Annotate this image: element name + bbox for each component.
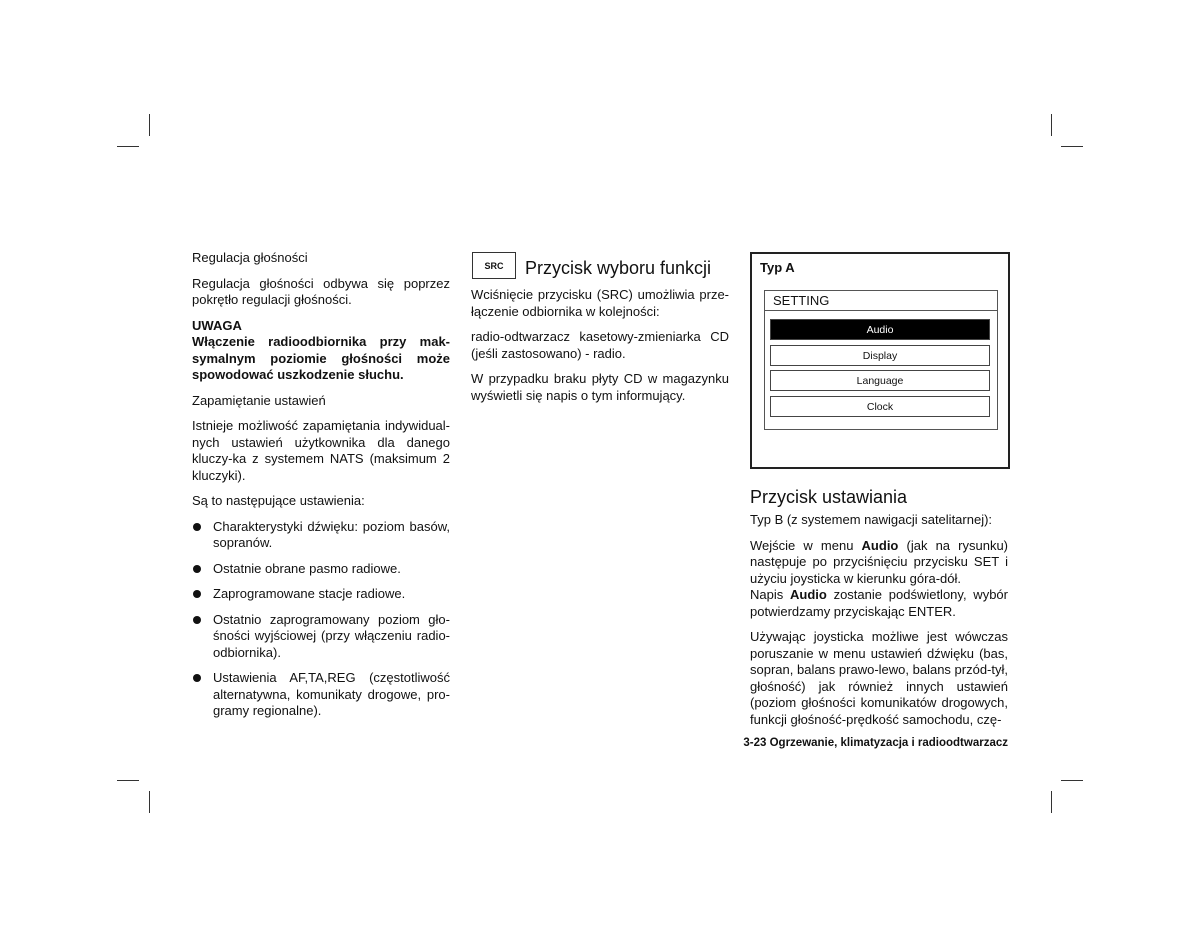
src-paragraph-1: Wciśnięcie przycisku (SRC) umożliwia prze-łączenie odbiornika w kolejności: <box>471 287 729 319</box>
volume-title: Regulacja głośności <box>192 250 308 265</box>
right-column <box>750 512 1008 737</box>
settings-figure <box>750 252 1010 469</box>
menu-item-language: Language <box>770 370 990 391</box>
src-paragraph-2: radio-odtwarzacz kasetowy-zmieniarka CD (jeśli zastosowano) - radio. <box>471 329 729 361</box>
crop-mark-tl-h <box>117 146 139 147</box>
display-screen <box>764 290 998 430</box>
crop-mark-br-v <box>1051 791 1052 813</box>
menu-item-display: Display <box>770 345 990 366</box>
left-column <box>192 250 450 729</box>
list-item: Ustawienia AF,TA,REG (częstotliwość alternatywna, komunikaty drogowe, pro-gramy regionalne). <box>192 670 450 720</box>
src-heading: Przycisk wyboru funkcji <box>525 258 712 278</box>
set-paragraph-3: Używając joysticka możliwe jest wówczas poruszanie w menu ustawień dźwięku (bas, sopran, balans prawo-lewo, balans przód-tył, głośność) jak również innych ustawień (poziom głośności komunikatów drogowych, funkcji głośność-prędkość samochodu, czę- <box>750 629 1008 727</box>
settings-list <box>192 519 450 720</box>
page-footer: 3-23 Ogrzewanie, klimatyzacja i radioodtwarzacz <box>743 737 1008 749</box>
crop-mark-br-h <box>1061 780 1083 781</box>
warning-label: UWAGA <box>192 317 242 333</box>
volume-text: Regulacja głośności odbywa się poprzez pokrętło regulacji głośności. <box>192 275 450 307</box>
bullet-icon <box>193 565 201 573</box>
bullet-icon <box>193 523 201 531</box>
bullet-icon <box>193 674 201 682</box>
crop-mark-bl-v <box>149 791 150 813</box>
warning-text: Włączenie radioodbiornika przy mak-symalnym poziomie głośności może spowodować uszkodzenie słuchu. <box>192 334 450 382</box>
crop-mark-tl-v <box>149 114 150 136</box>
set-heading: Przycisk ustawiania <box>750 487 908 507</box>
memory-title: Zapamiętanie ustawień <box>192 392 326 408</box>
list-item: Charakterystyki dźwięku: poziom basów, sopranów. <box>192 519 450 552</box>
src-paragraph-3: W przypadku braku płyty CD w magazynku wyświetli się napis o tym informujący. <box>471 371 729 403</box>
middle-column <box>471 287 729 413</box>
list-item: Ostatnie obrane pasmo radiowe. <box>192 561 450 578</box>
menu-item-audio: Audio <box>770 319 990 340</box>
settings-intro: Są to następujące ustawienia: <box>192 493 365 508</box>
src-button-icon: SRC <box>472 252 516 279</box>
menu-item-clock: Clock <box>770 396 990 417</box>
figure-title: Typ A <box>760 260 795 275</box>
crop-mark-bl-h <box>117 780 139 781</box>
screen-title: SETTING <box>765 291 997 311</box>
set-paragraph-1: Typ B (z systemem nawigacji satelitarnej): <box>750 512 993 527</box>
list-item: Zaprogramowane stacje radiowe. <box>192 586 450 603</box>
crop-mark-tr-h <box>1061 146 1083 147</box>
memory-text: Istnieje możliwość zapamiętania indywidual-nych ustawień użytkownika dla danego kluczy-ka z systemem NATS (maksimum 2 kluczyki). <box>192 418 450 483</box>
set-paragraph-2: Wejście w menu Audio (jak na rysunku) następuje po przyciśnięciu przycisku SET i użyciu joysticka w kierunku góra-dół. Napis Audio zostanie podświetlony, wybór potwierdzamy przyciskając ENTER. <box>750 537 1008 619</box>
bullet-icon <box>193 590 201 598</box>
crop-mark-tr-v <box>1051 114 1052 136</box>
bullet-icon <box>193 616 201 624</box>
list-item: Ostatnio zaprogramowany poziom gło-śności wyjściowej (przy włączeniu radio-odbiornika). <box>192 612 450 662</box>
